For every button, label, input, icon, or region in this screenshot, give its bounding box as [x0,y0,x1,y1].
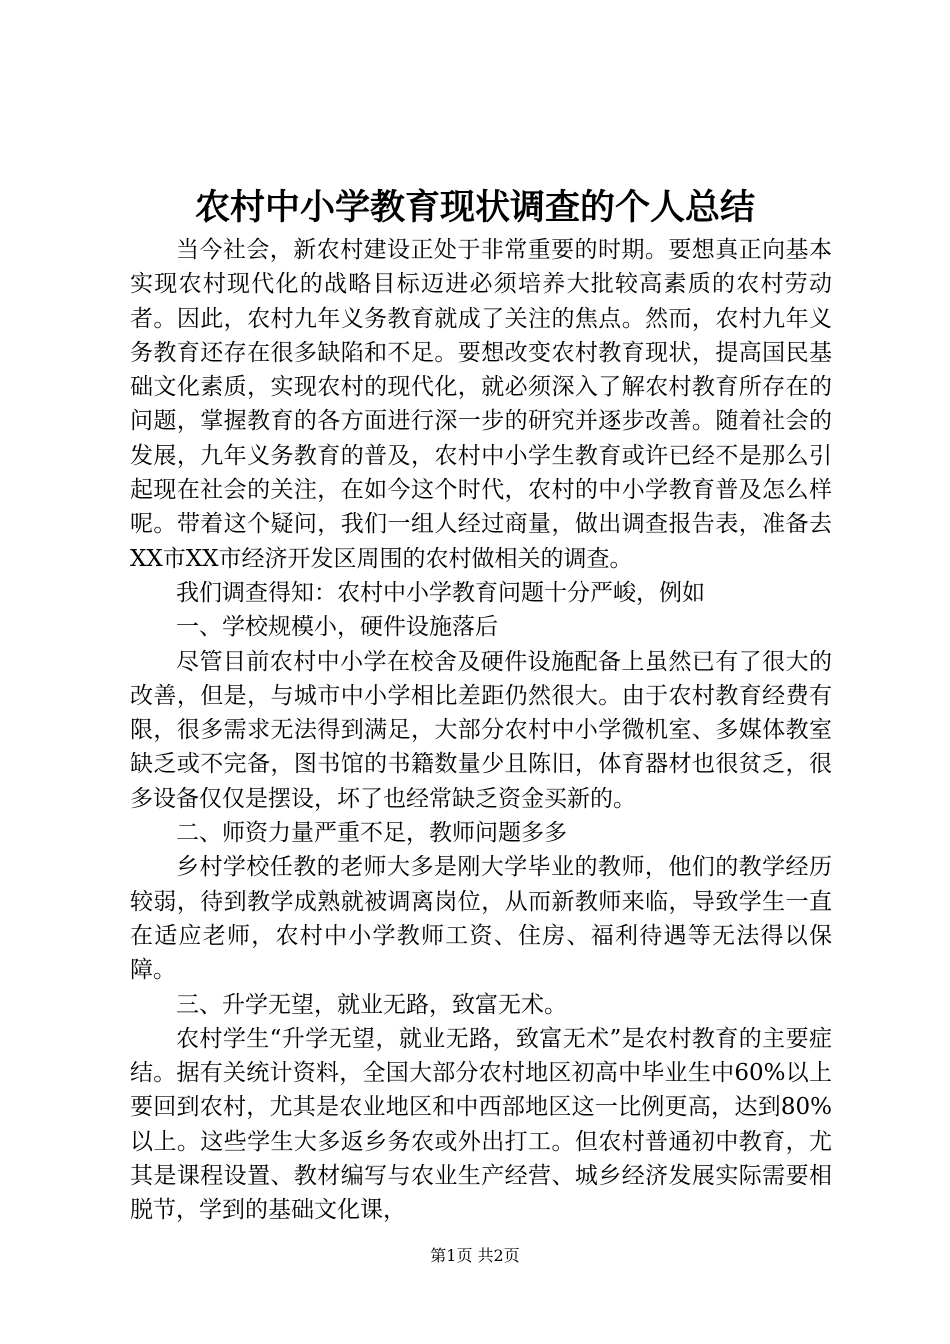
paragraph-findings: 我们调查得知：农村中小学教育问题十分严峻，例如 [176,579,705,606]
document-title: 农村中小学教育现状调查的个人总结 [194,187,755,228]
page-number-footer: 第1页 共2页 [430,1246,520,1265]
section-heading-1: 一、学校规模小，硬件设施落后 [176,614,498,641]
paragraph-intro: 当今社会，新农村建设正处于非常重要的时期。要想真正向基本实现农村现代化的战略目标迈进必须培养大批较高素质的农村劳动者。因此，农村九年义务教育就成了关注的焦点。然而，农村九年义务教育还存在很多缺陷和不足。要想改变农村教育现状，提高国民基础文化素质，实现农村的现代化，就必须深入了解农村教育所存在的问题，掌握教育的各方面进行深一步的研究并逐步改善。随着社会的发展，九年义务教育的普及，农村中小学生教育或许已经不是那么引起现在社会的关注，在如今这个时代，农村的中小学教育普及怎么样呢。带着这个疑问，我们一组人经过商量，做出调查报告表，准备去XX市XX市经济开发区周围的农村做相关的调查。 [130,237,832,572]
paragraph-facilities: 尽管目前农村中小学在校舍及硬件设施配备上虽然已有了很大的改善，但是，与城市中小学相比差距仍然很大。由于农村教育经费有限，很多需求无法得到满足，大部分农村中小学微机室、多媒体教室缺乏或不完备，图书馆的书籍数量少且陈旧，体育器材也很贫乏，很多设备仅仅是摆设，坏了也经常缺乏资金买新的。 [130,648,832,812]
paragraph-employment: 农村学生“升学无望，就业无路，致富无术”是农村教育的主要症结。据有关统计资料，全国大部分农村地区初高中毕业生中60%以上要回到农村，尤其是农业地区和中西部地区这一比例更高，达到80%以上。这些学生大多返乡务农或外出打工。但农村普通初中教育，尤其是课程设置、教材编写与农业生产经营、城乡经济发展实际需要相脱节，学到的基础文化课， [130,1025,832,1224]
section-heading-2: 二、师资力量严重不足，教师问题多多 [176,820,567,847]
paragraph-teachers: 乡村学校任教的老师大多是刚大学毕业的教师，他们的教学经历较弱，待到教学成熟就被调离岗位，从而新教师来临，导致学生一直在适应老师，农村中小学教师工资、住房、福利待遇等无法得以保障。 [130,854,832,984]
section-heading-3: 三、升学无望，就业无路，致富无术。 [176,991,567,1018]
document-body [130,233,832,1228]
